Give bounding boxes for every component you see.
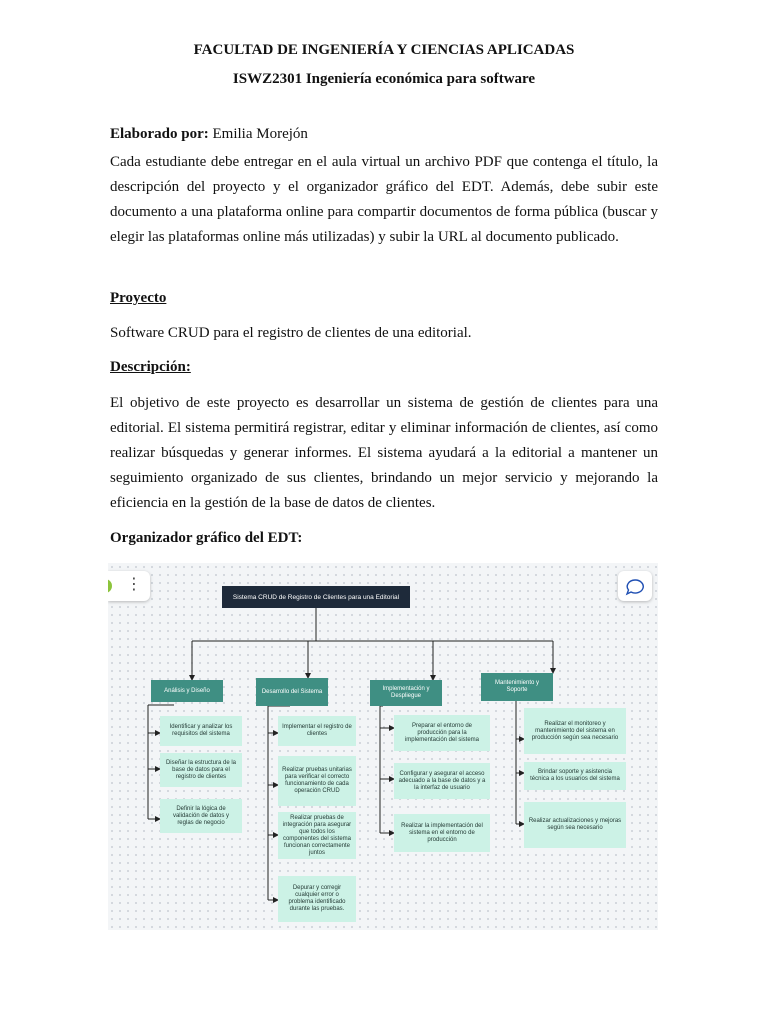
edt-task[interactable]: Realizar pruebas unitarias para verificar el correcto funcionamiento de cada operación CRUD [278,756,356,806]
edt-heading: Organizador gráfico del EDT: [110,530,303,546]
edt-task[interactable]: Realizar el monitoreo y mantenimiento del sistema en producción según sea necesario [524,708,626,754]
edt-diagram[interactable] [108,563,658,930]
course-title: ISWZ2301 Ingeniería económica para software [232,71,536,87]
edt-task[interactable]: Realizar actualizaciones y mejoras según sea necesario [524,802,626,848]
edt-task[interactable]: Realizar la implementación del sistema en el entorno de producción [394,814,490,852]
edt-task[interactable]: Configurar y asegurar el acceso adecuado a la base de datos y a la interfaz de usuario [394,763,490,799]
edt-task[interactable]: Preparar el entorno de producción para la implementación del sistema [394,715,490,751]
faculty-title: FACULTAD DE INGENIERÍA Y CIENCIAS APLICADAS [193,42,575,58]
edt-task[interactable]: Identificar y analizar los requisitos del sistema [160,716,242,746]
status-indicator [108,579,112,593]
edt-branch-development[interactable]: Desarrollo del Sistema [256,678,328,706]
author-label: Elaborado por: [110,126,209,142]
edt-task[interactable]: Brindar soporte y asistencia técnica a los usuarios del sistema [524,762,626,790]
edt-task[interactable]: Realizar pruebas de integración para asegurar que todos los componentes del sistema funcionan correctamente juntos [278,812,356,859]
edt-task[interactable]: Definir la lógica de validación de datos y reglas de negocio [160,799,242,833]
edt-branch-analysis[interactable]: Análisis y Diseño [151,680,223,702]
edt-root-node[interactable]: Sistema CRUD de Registro de Clientes para una Editorial [222,586,410,608]
project-text: Software CRUD para el registro de clientes de una editorial. [110,325,472,341]
description-paragraph: El objetivo de este proyecto es desarrollar un sistema de gestión de clientes para una editorial. El sistema permitirá registrar, editar y eliminar información de clientes, así como realizar búsquedas y generar informes. El sistema ayudará a la editorial a mantener un seguimiento organizado de sus clientes, brindando un mejor servicio y mejorando la eficiencia en la gestión de la base de datos de clientes. [110,395,658,511]
instructions-paragraph: Cada estudiante debe entregar en el aula virtual un archivo PDF que contenga el título, la descripción del proyecto y el organizador gráfico del EDT. Además, debe subir este documento a una plataforma online para compartir documentos de forma pública (buscar y elegir las plataformas online más utilizadas) y subir la URL al documento publicado. [110,154,658,245]
author-line [110,126,308,143]
comment-button[interactable] [618,571,652,601]
comment-bubble-icon [618,571,652,601]
edt-branch-implementation[interactable]: Implementación y Despliegue [370,680,442,706]
author-name: Emilia Morejón [212,126,308,142]
vertical-dots-icon[interactable]: ⋮ [126,576,142,593]
edt-task[interactable]: Diseñar la estructura de la base de datos para el registro de clientes [160,753,242,787]
project-heading: Proyecto [110,290,167,306]
edt-task[interactable]: Implementar el registro de clientes [278,716,356,746]
diagram-menu-button[interactable] [108,571,150,601]
description-heading: Descripción: [110,359,191,375]
edt-task[interactable]: Depurar y corregir cualquier error o problema identificado durante las pruebas. [278,876,356,922]
edt-branch-maintenance[interactable]: Mantenimiento y Soporte [481,673,553,701]
